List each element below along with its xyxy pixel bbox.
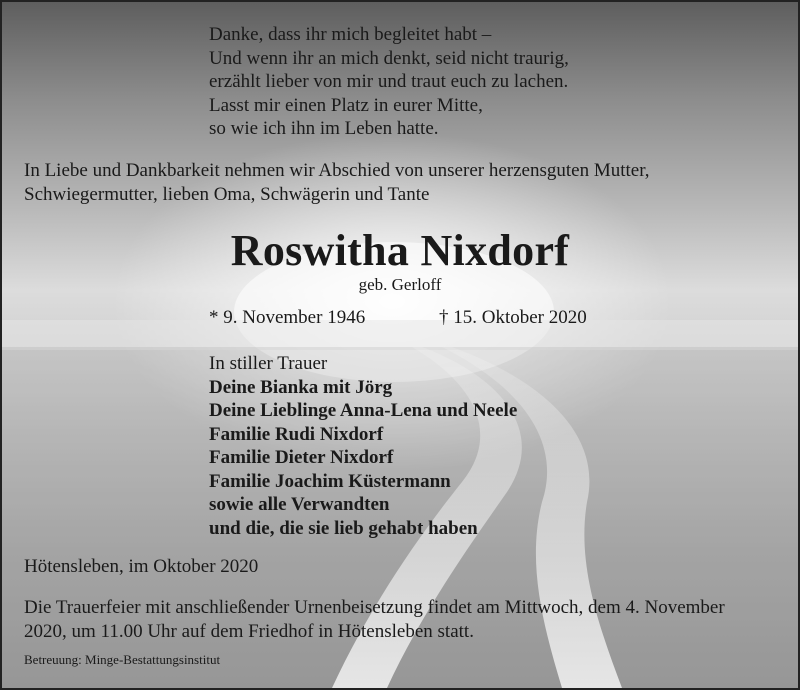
place-and-date: Hötensleben, im Oktober 2020 [24,556,259,577]
mourners-heading: In stiller Trauer [209,353,328,374]
intro-line: In Liebe und Dankbarkeit nehmen wir Abschied von unserer herzensguten Mutter, [24,160,650,181]
poem-line: so wie ich ihn im Leben hatte. [209,118,439,139]
mourner-entry: Familie Rudi Nixdorf [209,423,384,445]
farewell-intro [24,159,650,206]
poem-line: erzählt lieber von mir und traut euch zu lachen. [209,71,569,92]
deceased-name: Roswitha Nixdorf [230,226,570,275]
intro-line: Schwiegermutter, lieben Oma, Schwägerin und Tante [24,183,430,205]
service-line: 2020, um 11.00 Uhr auf dem Friedhof in Hötensleben statt. [24,620,474,642]
poem [209,23,569,141]
mourner-entry: und die, die sie lieb gehabt haben [209,517,478,539]
birth-date: * 9. November 1946 [209,307,366,328]
horizon-haze [2,320,798,350]
birth-name: geb. Gerloff [358,275,442,294]
poem-line: Lasst mir einen Platz in eurer Mitte, [209,94,483,116]
poem-line: Und wenn ihr an mich denkt, seid nicht traurig, [209,47,569,69]
funeral-home-credit: Betreuung: Minge-Bestattungsinstitut [24,652,221,667]
mourner-entry: Familie Joachim Küstermann [209,470,451,492]
service-line: Die Trauerfeier mit anschließender Urnenbeisetzung findet am Mittwoch, dem 4. November [24,597,725,618]
mourners-list [209,352,517,540]
mourner-entry: sowie alle Verwandten [209,494,390,515]
poem-line: Danke, dass ihr mich begleitet habt – [209,24,492,45]
death-date: † 15. Oktober 2020 [439,307,587,328]
mourner-entry: Deine Bianka mit Jörg [209,376,393,398]
mourner-entry: Deine Lieblinge Anna-Lena und Neele [209,400,518,421]
mourner-entry: Familie Dieter Nixdorf [209,447,394,468]
funeral-service-info [24,596,725,643]
